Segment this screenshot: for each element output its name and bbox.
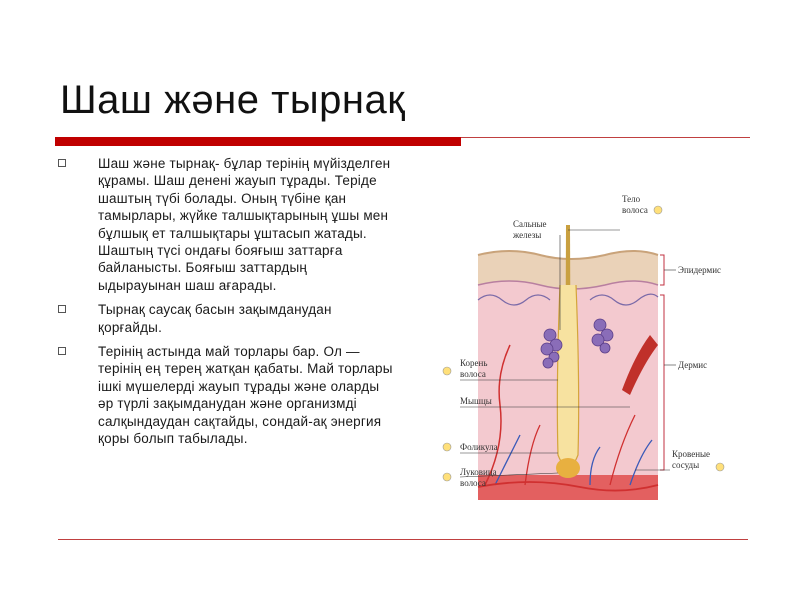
label-koren-1: Корень bbox=[460, 358, 488, 368]
bullet-text: Тырнақ саусақ басын зақымданудан қорғайды. bbox=[98, 302, 332, 335]
label-salnye-1: Сальные bbox=[513, 219, 547, 229]
label-salnye-2: железы bbox=[513, 230, 542, 240]
label-lukovitsa-1: Луковица bbox=[460, 467, 497, 477]
subcutaneous-layer bbox=[478, 475, 658, 500]
hair-anatomy-figure bbox=[430, 185, 760, 505]
label-telo-2: волоса bbox=[622, 205, 648, 215]
square-bullet-icon bbox=[58, 305, 66, 313]
label-sosudy-2: сосуды bbox=[672, 460, 700, 470]
bullet-item bbox=[58, 301, 393, 336]
bullet-text: Терінің астында май торлары бар. Ол — терінің ең терең жатқан қабаты. Май торлары ішкі мүшелерді жауып тұрады жəне оларды əр түрлі зақымданудан жəне организмді салқындаудан сақтайды, сондай-ақ энергия қоры болып табылады. bbox=[98, 344, 393, 447]
bullet-list bbox=[58, 155, 393, 455]
bottom-divider bbox=[58, 539, 748, 540]
bullet-text: Шаш жəне тырнақ- бұлар терінің мүйізделген құрамы. Шаш денені жауып тұрады. Теріде шаштың түбі болады. Оның түбіне қан тамырлары, жүйке талшықтарының ұшы мен бұлшық ет талшықтары ұштасып жатады. Шаштың түсі ондағы бояғыш заттарға байланысты. Бояғыш заттардың ыдырауынан шаш ағарады. bbox=[98, 156, 391, 293]
title-underline-thin bbox=[461, 137, 750, 138]
square-bullet-icon bbox=[58, 159, 66, 167]
label-follikula: Фоликула bbox=[460, 442, 498, 452]
title-underline-red bbox=[55, 137, 461, 146]
label-lukovitsa-2: волоса bbox=[460, 478, 486, 488]
square-bullet-icon bbox=[58, 347, 66, 355]
label-telo-1: Тело bbox=[622, 194, 641, 204]
speaker-icon[interactable] bbox=[443, 367, 451, 375]
speaker-icon[interactable] bbox=[443, 443, 451, 451]
label-myshtsy: Мышцы bbox=[460, 396, 492, 406]
speaker-icon[interactable] bbox=[443, 473, 451, 481]
label-koren-2: волоса bbox=[460, 369, 486, 379]
bullet-item bbox=[58, 343, 393, 447]
speaker-icon[interactable] bbox=[654, 206, 662, 214]
hair-bulb bbox=[556, 458, 580, 478]
label-epidermis: Эпидермис bbox=[678, 265, 722, 275]
slide-title: Шаш жəне тырнақ bbox=[60, 78, 406, 122]
label-sosudy-1: Кровеные bbox=[672, 449, 711, 459]
speaker-icon[interactable] bbox=[716, 463, 724, 471]
label-dermis: Дермис bbox=[678, 360, 708, 370]
bullet-item bbox=[58, 155, 393, 294]
hair-follicle bbox=[557, 285, 578, 468]
